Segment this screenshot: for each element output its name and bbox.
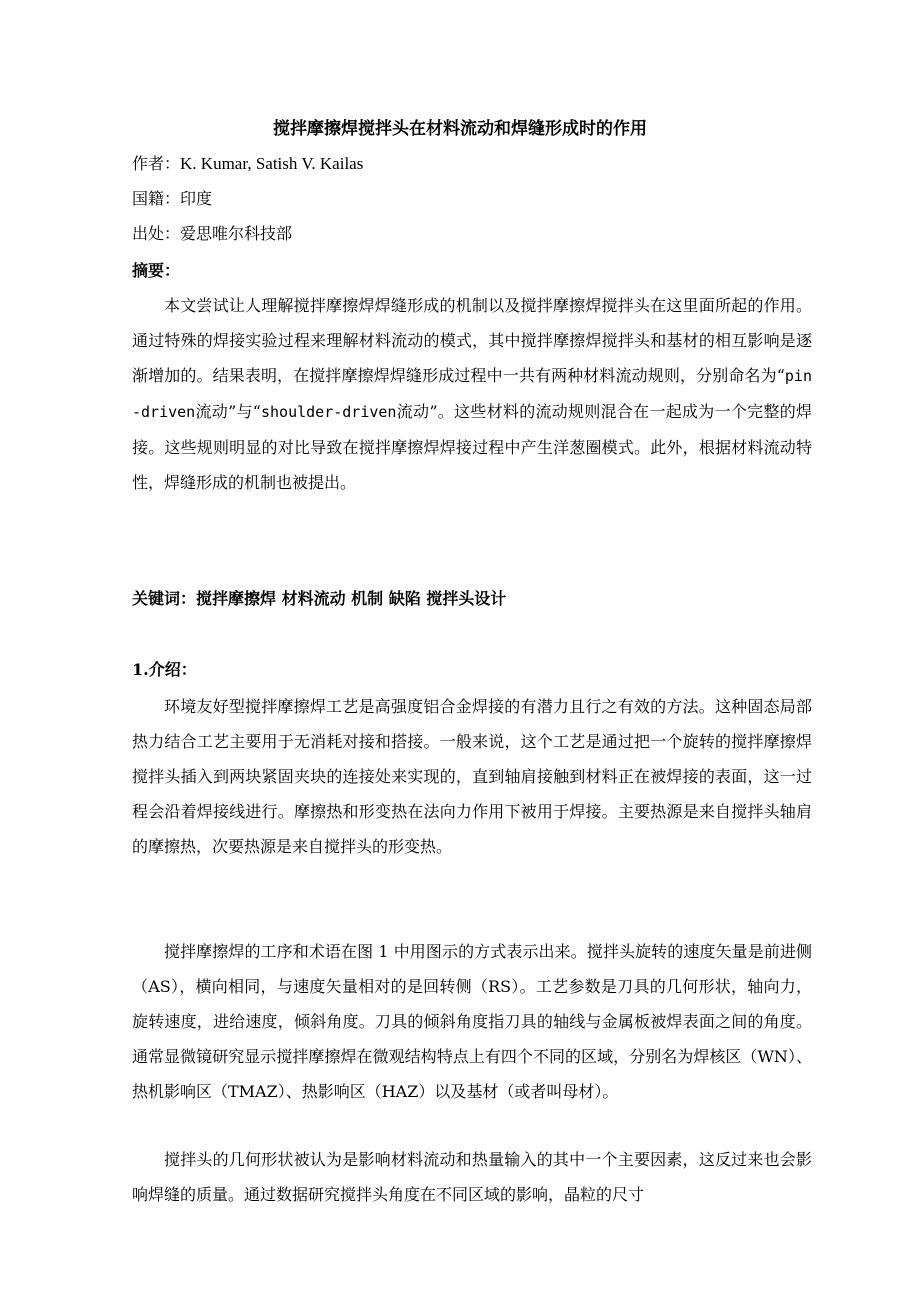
intro-paragraph-1: 环境友好型搅拌摩擦焊工艺是高强度铝合金焊接的有潜力且行之有效的方法。这种固态局部热力结合工艺主要用于无消耗对接和搭接。一般来说，这个工艺是通过把一个旋转的搅拌摩擦焊搅拌头插入到两块紧固夹块的连接处来实现的，直到轴肩接触到材料正在被焊接的表面，这一过程会沿着焊接线进行。摩擦热和形变热在法向力作用下被用于焊接。主要热源是来自搅拌头轴肩的摩擦热，次要热源是来自搅拌头的形变热。 (132, 697, 812, 856)
nationality-label: 国籍： (132, 189, 181, 208)
source-label: 出处： (132, 224, 181, 243)
keywords-line: 关键词：搅拌摩擦焊 材料流动 机制 缺陷 搅拌头设计 (132, 589, 507, 608)
author-value: K. Kumar, Satish V. Kailas (180, 154, 364, 173)
intro-paragraph-3: 搅拌头的几何形状被认为是影响材料流动和热量输入的其中一个主要因素，这反过来也会影响焊缝的质量。通过数据研究搅拌头角度在不同区域的影响，晶粒的尺寸 (132, 1150, 812, 1204)
document-title: 搅拌摩擦焊搅拌头在材料流动和焊缝形成时的作用 (273, 119, 647, 139)
author-label: 作者： (132, 154, 181, 173)
abstract-text-2: 流动”与“ (195, 402, 261, 421)
abstract-text-3: 流动”。这些材料的流动规则混合在一起成为一个完整的焊接。这些规则明显的对比导致在搅拌摩擦焊焊接过程中产生洋葱圈模式。此外，根据材料流动特性，焊缝形成的机制也被提出。 (132, 402, 812, 492)
intro-heading: 1.介绍： (132, 660, 197, 679)
abstract-term-pin-driven: pin-driven (132, 367, 812, 421)
nationality-value: 印度 (180, 189, 213, 208)
nationality-line (132, 186, 212, 212)
source-line (132, 221, 292, 247)
abstract-text-1: 本文尝试让人理解搅拌摩擦焊焊缝形成的机制以及搅拌摩擦焊搅拌头在这里面所起的作用。通过特殊的焊接实验过程来理解材料流动的模式，其中搅拌摩擦焊搅拌头和基材的相互影响是逐渐增加的。结果表明，在搅拌摩擦焊焊缝形成过程中一共有两种材料流动规则，分别命名为“ (132, 296, 812, 385)
intro-paragraph-2: 搅拌摩擦焊的工序和术语在图 1 中用图示的方式表示出来。搅拌头旋转的速度矢量是前进侧（AS），横向相同，与速度矢量相对的是回转侧（RS）。工艺参数是刀具的几何形状，轴向力，旋转速度，进给速度，倾斜角度。刀具的倾斜角度指刀具的轴线与金属板被焊表面之间的角度。通常显微镜研究显示搅拌摩擦焊在微观结构特点上有四个不同的区域，分别名为焊核区（WN）、热机影响区（TMAZ）、热影响区（HAZ）以及基材（或者叫母材）。 (132, 942, 812, 1101)
source-value: 爱思唯尔科技部 (180, 224, 293, 243)
author-line (132, 151, 363, 177)
abstract-term-shoulder-driven: shoulder-driven (261, 403, 397, 421)
abstract-paragraph (132, 288, 812, 500)
abstract-heading: 摘要： (132, 261, 181, 280)
